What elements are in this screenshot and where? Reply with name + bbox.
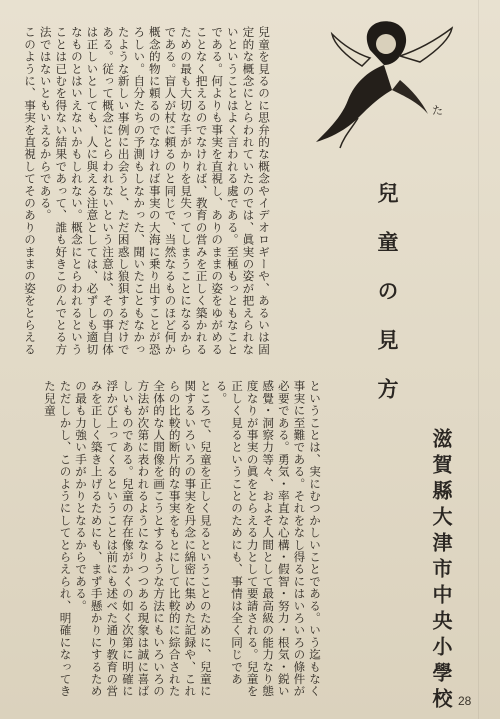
paragraph: このように、事実を直視してそのありのままの姿をとらえる: [23, 26, 38, 356]
paragraph: ところで、兒童を正しく見るということのために、兒童に関するいろいろの事実を丹念に綿密に集めた記録や、これらの比較的断片的な事実をもとにして比較的に綜合された全体的な人間像を画こうとするような方法にもいろいろの方法が次第に表われるようになりつつある現象は誠に喜ばしいものである。兒童の存在像がかくの如く次第に明確に浮かび上ってくるということは前にも述べた通り教育の営みを正しく築き上げるためにも、まず手懸かりにするための最も力強い手がかりとなるからである。: [74, 380, 213, 698]
article-title: 兒童の見方: [375, 182, 399, 427]
paragraph: ということは、実にむつかしいことである。いう迄もなく事実に至難である。それをなし得るにはいろいろの條件が必要である。勇気・率直な心構・假智・努力・根気・鋭い感覺・洞察力等々、およそ人間として最高級の能力なり態度なりが事実の眞をとらえる力として要請される。兒童を正しく見るということのためにも、事情は全く同じである。: [214, 380, 322, 698]
paragraph: ただしかし、このようにしてとらえられ、明確になってきた兒童: [42, 380, 73, 698]
article-body-upper: [13, 26, 271, 358]
article-body-lower: [10, 380, 322, 702]
svg-text:た: た: [432, 104, 443, 117]
paragraph: 兒童を見るのに思弁的な概念やイデオロギーや、あるいは固定的な概念にとらわれていたのでは、眞実の姿が把えられないということはよく言われる處である。至極もっともなことである。何よりも事実を直視し、ありのままの姿をゆがめることなく把えるのでなければ、教育の営みを正しく築かれるための最も大切な手がかりを見失ってしまうことになるからである。盲人が杖に頼るのと同じで、当然なるものほど何か概念的物に頼るのでなければ事実の大海に乗り出すことが恐ろしい。自分たちの予測もしなかった、聞いたこともなかったような新しい事例に出会うと、ただ困惑し狼狽するだけである。従って概念にとらわれないという注意は、その事自体は正しいとしても、人に與える注意としては、必ずしも適切なものとはいえないかもしれない。概念にとらわれるということは已むを得ない結果であって、誰も好きこのんでとる方法ではないともいえるからである。: [38, 26, 271, 356]
page-edge-shadow: [478, 0, 479, 719]
author-school: 滋賀縣大津市中央小學校: [429, 428, 453, 714]
flying-angel-figure-icon: [300, 10, 470, 160]
page-number: 28: [458, 694, 472, 708]
